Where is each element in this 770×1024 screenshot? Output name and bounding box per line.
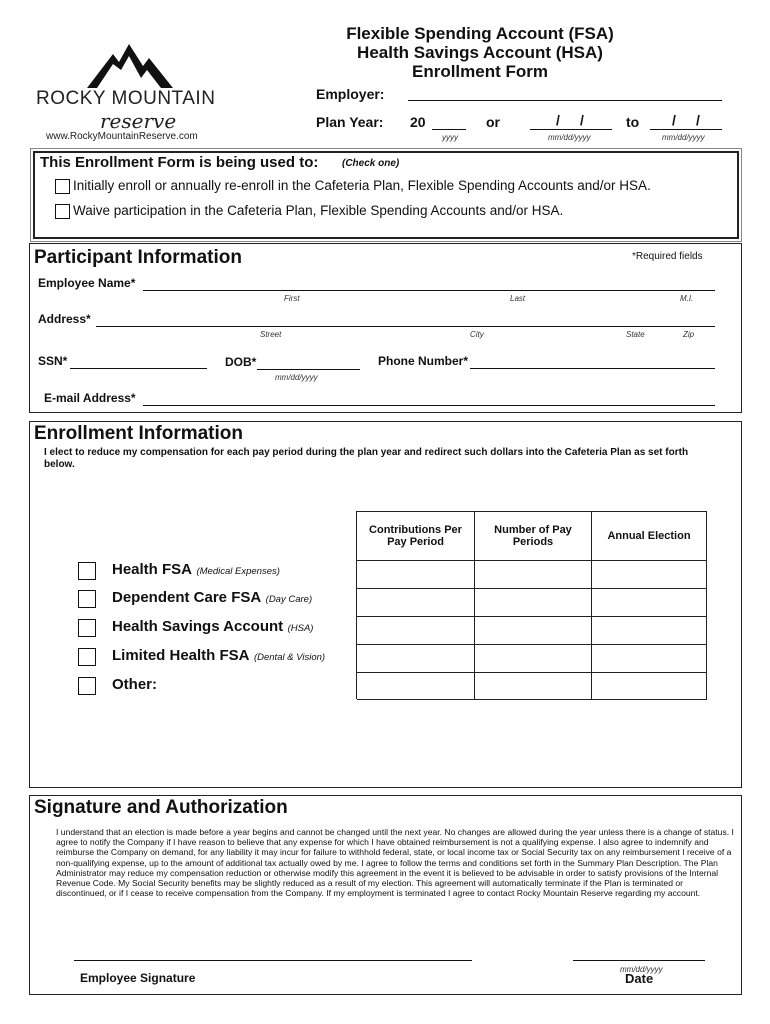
limited-fsa-note: (Dental & Vision): [253, 652, 326, 663]
enrollment-title: Enrollment Information: [34, 423, 243, 444]
hsa-contribution-cell[interactable]: [357, 617, 475, 645]
dob-field[interactable]: [257, 368, 360, 370]
to-label: to: [626, 114, 640, 130]
title-line-3: Enrollment Form: [411, 62, 548, 81]
address-field[interactable]: [96, 325, 715, 327]
start-date-slash-2: /: [580, 112, 584, 128]
first-hint: First: [284, 294, 300, 303]
mi-hint: M.I.: [680, 294, 694, 303]
start-date-field[interactable]: [530, 128, 612, 130]
signature-title: Signature and Authorization: [34, 797, 288, 818]
waive-option-text: Waive participation in the Cafeteria Plan, Flexible Spending Accounts and/or HSA.: [73, 203, 564, 218]
state-hint: State: [626, 330, 645, 339]
health-fsa-periods-cell[interactable]: [475, 561, 592, 589]
employee-name-field[interactable]: [143, 289, 715, 291]
email-field[interactable]: [143, 404, 715, 406]
employee-name-label: Employee Name*: [38, 276, 136, 290]
end-date-slash-1: /: [672, 112, 676, 128]
limited-fsa-annual-cell[interactable]: [592, 645, 707, 673]
logo: [30, 34, 215, 144]
form-title: [300, 24, 660, 81]
health-fsa-note: (Medical Expenses): [196, 566, 280, 577]
other-periods-cell[interactable]: [475, 673, 592, 700]
plan-year-prefix: 20: [410, 114, 426, 130]
required-note: *Required fields: [632, 251, 703, 262]
dependent-care-note: (Day Care): [265, 594, 313, 605]
employer-label: Employer:: [316, 86, 385, 102]
zip-hint: Zip: [683, 330, 695, 339]
dob-hint: mm/dd/yyyy: [275, 373, 318, 382]
employer-field[interactable]: [408, 99, 722, 101]
waive-checkbox[interactable]: [55, 204, 70, 219]
date-label: Date: [625, 971, 654, 986]
dependent-care-checkbox[interactable]: [78, 590, 96, 608]
email-label: E-mail Address*: [44, 391, 136, 405]
enrollment-intro: I elect to reduce my compensation for each pay period during the plan year and redirect such dollars into the Cafeteria Plan as set forth below.: [44, 447, 689, 470]
yyyy-hint: yyyy: [442, 133, 458, 142]
end-date-slash-2: /: [696, 112, 700, 128]
enroll-checkbox[interactable]: [55, 179, 70, 194]
plan-year-label: Plan Year:: [316, 114, 384, 130]
health-fsa-checkbox[interactable]: [78, 562, 96, 580]
employee-signature-label: Employee Signature: [80, 971, 196, 985]
plan-year-field[interactable]: [432, 128, 466, 130]
address-label: Address*: [38, 312, 91, 326]
health-fsa-label: Health FSA: [112, 561, 193, 578]
title-line-1: Flexible Spending Account (FSA): [346, 24, 614, 43]
enroll-option-text: Initially enroll or annually re-enroll in the Cafeteria Plan, Flexible Spending Accounts and/or HSA.: [73, 178, 651, 193]
limited-fsa-contribution-cell[interactable]: [357, 645, 475, 673]
employee-signature-line[interactable]: [74, 959, 472, 961]
participant-title: Participant Information: [34, 247, 242, 268]
logo-sub: reserve: [100, 109, 177, 133]
limited-fsa-label: Limited Health FSA: [112, 647, 250, 664]
dob-label: DOB*: [225, 355, 257, 369]
ssn-label: SSN*: [38, 354, 68, 368]
city-hint: City: [470, 330, 484, 339]
end-date-field[interactable]: [650, 128, 722, 130]
street-hint: Street: [260, 330, 282, 339]
mountain-logo-icon: [85, 38, 175, 90]
limited-fsa-periods-cell[interactable]: [475, 645, 592, 673]
start-date-hint: mm/dd/yyyy: [548, 133, 591, 142]
hsa-annual-cell[interactable]: [592, 617, 707, 645]
dependent-care-periods-cell[interactable]: [475, 589, 592, 617]
dependent-care-annual-cell[interactable]: [592, 589, 707, 617]
start-date-slash-1: /: [556, 112, 560, 128]
other-contribution-cell[interactable]: [357, 673, 475, 700]
other-annual-cell[interactable]: [592, 673, 707, 700]
or-label: or: [486, 114, 500, 130]
column-header-contributions: Contributions Per Pay Period: [357, 512, 475, 561]
usage-check-note: (Check one): [342, 158, 400, 169]
other-checkbox[interactable]: [78, 677, 96, 695]
signature-date-hint: mm/dd/yyyy: [620, 965, 663, 974]
hsa-note: (HSA): [287, 623, 314, 634]
usage-title: This Enrollment Form is being used to:: [40, 154, 319, 171]
dependent-care-contribution-cell[interactable]: [357, 589, 475, 617]
hsa-checkbox[interactable]: [78, 619, 96, 637]
election-table: [356, 511, 707, 699]
limited-fsa-checkbox[interactable]: [78, 648, 96, 666]
logo-brand: ROCKY MOUNTAIN: [36, 88, 216, 109]
website: www.RockyMountainReserve.com: [46, 131, 198, 142]
ssn-field[interactable]: [70, 367, 207, 369]
hsa-label: Health Savings Account: [112, 618, 284, 635]
health-fsa-contribution-cell[interactable]: [357, 561, 475, 589]
last-hint: Last: [510, 294, 526, 303]
hsa-periods-cell[interactable]: [475, 617, 592, 645]
title-line-2: Health Savings Account (HSA): [357, 43, 603, 62]
column-header-pay-periods: Number of Pay Periods: [475, 512, 592, 561]
other-label: Other:: [112, 676, 157, 693]
dependent-care-label: Dependent Care FSA: [112, 589, 262, 606]
column-header-annual-election: Annual Election: [592, 512, 707, 561]
phone-field[interactable]: [470, 367, 715, 369]
end-date-hint: mm/dd/yyyy: [662, 133, 705, 142]
health-fsa-annual-cell[interactable]: [592, 561, 707, 589]
phone-label: Phone Number*: [378, 354, 469, 368]
authorization-text: I understand that an election is made before a year begins and cannot be changed until the next year. No changes are allowed during the year unless there is a change of status. I agree to notify the Company if I have reason to believe that any expense for which I have obtained reimbursement is not a qualifying expense. I also agree to indemnify and reimburse the Company on demand, for any liability it may incur for failure to withhold federal, state, or local income tax or Social Security tax on any reimbursement I receive of a non-qualifying expense, up to the amount of additional tax actually owed by me. I agree to follow the terms and conditions set forth in the Summary Plan Description. The Plan Administrator may reduce my compensation reduction or otherwise modify this agreement in the event it is believed to be advisable in order to satisfy provisions of the Internal Revenue Code. My Social Security benefits may be slightly reduced as a result of my election. This agreement will automatically terminate if the Plan is terminated or discontinued, or if I cease to receive compensation from the Company. If my employment is terminated I agree to contact Rocky Mountain Reserve regarding my account.: [56, 827, 734, 899]
date-line[interactable]: [573, 959, 705, 961]
